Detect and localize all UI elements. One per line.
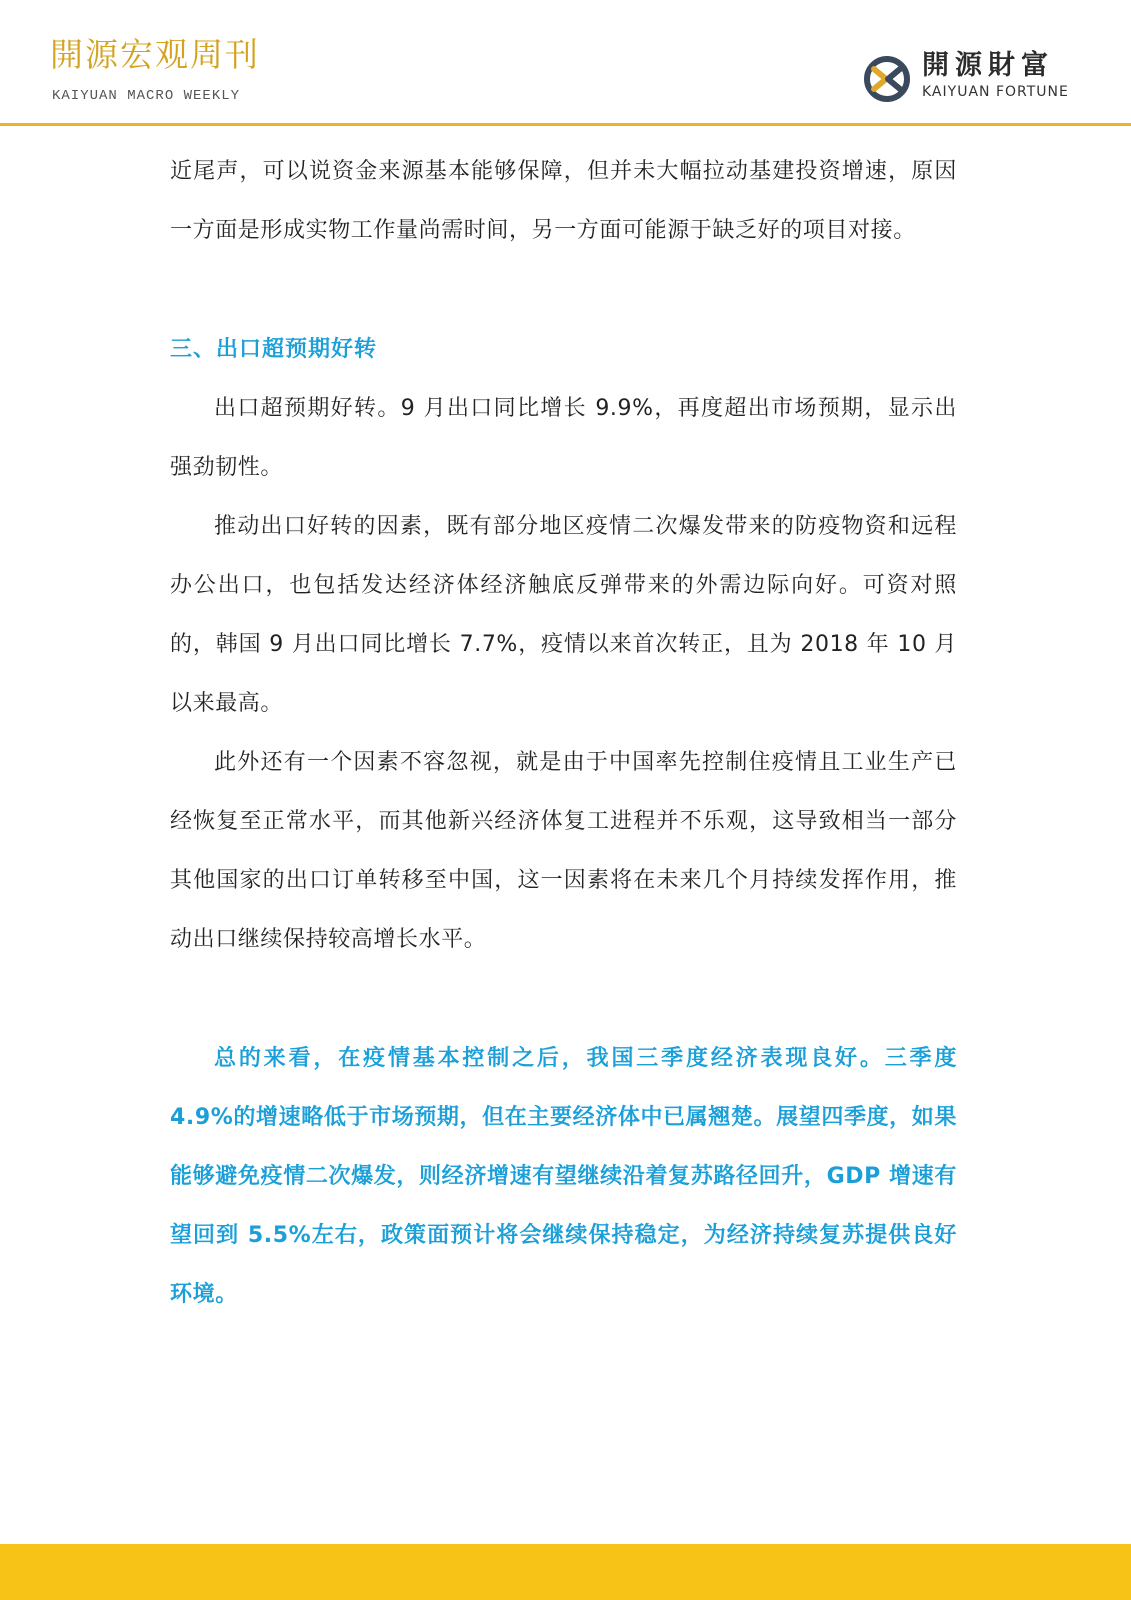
publication-title: 開源宏观周刊 <box>50 35 260 74</box>
section-heading: 三、出口超预期好转 <box>170 337 378 362</box>
kaiyuan-logo-icon <box>862 54 912 104</box>
publication-subtitle: KAIYUAN MACRO WEEKLY <box>52 88 241 104</box>
logo-text-cn: 開源財富 <box>922 50 1054 81</box>
body-paragraph: 出口超预期好转。9 月出口同比增长 9.9%，再度超出市场预期，显示出强劲韧性。 <box>170 396 957 480</box>
company-logo <box>862 52 1087 106</box>
summary-paragraph: 总的来看，在疫情基本控制之后，我国三季度经济表现良好。三季度 4.9%的增速略低于市场预期，但在主要经济体中已属翘楚。展望四季度，如果能够避免疫情二次爆发，则经济增速有望继续沿着复苏路径回升，GDP 增速有望回到 5.5%左右，政策面预计将会继续保持稳定，为经济持续复苏提供良好环境。 <box>170 1046 957 1307</box>
article-body <box>170 142 957 1324</box>
logo-text-en: KAIYUAN FORTUNE <box>922 84 1069 100</box>
continuation-paragraph: 近尾声，可以说资金来源基本能够保障，但并未大幅拉动基建投资增速，原因一方面是形成实物工作量尚需时间，另一方面可能源于缺乏好的项目对接。 <box>170 159 957 243</box>
page-header <box>0 0 1131 126</box>
body-paragraph: 此外还有一个因素不容忽视，就是由于中国率先控制住疫情且工业生产已经恢复至正常水平，而其他新兴经济体复工进程并不乐观，这导致相当一部分其他国家的出口订单转移至中国，这一因素将在未来几个月持续发挥作用，推动出口继续保持较高增长水平。 <box>170 750 957 952</box>
body-paragraph: 推动出口好转的因素，既有部分地区疫情二次爆发带来的防疫物资和远程办公出口，也包括发达经济体经济触底反弹带来的外需边际向好。可资对照的，韩国 9 月出口同比增长 7.7%，疫情以来首次转正，且为 2018 年 10 月以来最高。 <box>170 514 957 716</box>
header-divider <box>0 123 1131 126</box>
footer-bar <box>0 1544 1131 1600</box>
